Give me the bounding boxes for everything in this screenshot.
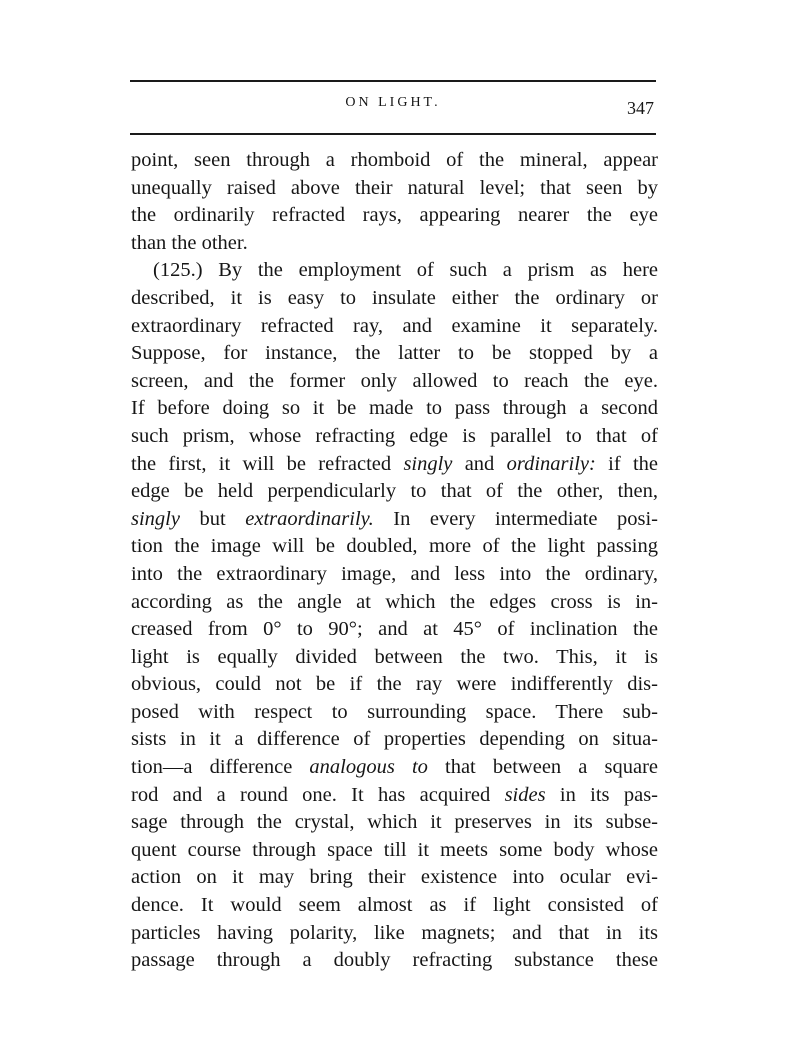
text-run: tion—a difference <box>131 756 310 779</box>
italic-analogous-to: analogous to <box>309 756 428 779</box>
text-line: according as the angle at which the edges cross is in- <box>131 590 658 613</box>
text-line: particles having polarity, like magnets; and that in its <box>131 921 658 944</box>
text-line: extraordinary refracted ray, and examine it separately. <box>131 314 658 337</box>
text-line: sists in it a difference of properties depending on situa- <box>131 728 658 751</box>
text-line: unequally raised above their natural level; that seen by <box>131 176 658 199</box>
text-run: and <box>452 452 507 475</box>
header-rule-bottom <box>130 133 656 135</box>
text-line: Suppose, for instance, the latter to be stopped by a <box>131 342 658 365</box>
text-line: point, seen through a rhomboid of the mineral, appear <box>131 149 658 171</box>
text-line: screen, and the former only allowed to reach the eye. <box>131 369 658 392</box>
text-run: In every intermediate posi- <box>373 507 658 530</box>
text-line: into the extraordinary image, and less into the ordinary, <box>131 562 658 585</box>
text-line: obvious, could not be if the ray were indifferently dis- <box>131 673 658 696</box>
italic-singly: singly <box>403 452 453 475</box>
running-head <box>130 92 656 120</box>
text-line: quent course through space till it meets some body whose <box>131 838 658 861</box>
text-line: such prism, whose refracting edge is parallel to that of <box>131 424 658 447</box>
text-line: posed with respect to surrounding space. There sub- <box>131 700 658 723</box>
text-line: edge be held perpendicularly to that of the other, then, <box>131 480 658 503</box>
italic-sides: sides <box>504 783 546 806</box>
text-line: action on it may bring their existence into ocular evi- <box>131 866 658 889</box>
text-run: rod and a round one. It has acquired <box>131 783 505 806</box>
page-number: 347 <box>627 98 654 118</box>
text-line: dence. It would seem almost as if light consisted of <box>131 894 658 917</box>
text-line <box>131 754 658 782</box>
italic-ordinarily: ordinarily: <box>506 452 596 475</box>
text-line: described, it is easy to insulate either the ordinary or <box>131 286 658 309</box>
body-text <box>131 147 658 975</box>
text-line <box>131 451 658 479</box>
paragraph-125-first-line: (125.) By the employment of such a prism as here <box>153 259 658 282</box>
text-line: creased from 0° to 90°; and at 45° of inclination the <box>131 618 658 641</box>
text-run: that between a square <box>427 756 658 779</box>
italic-singly: singly <box>131 507 180 530</box>
running-head-title: ON LIGHT. <box>345 95 441 110</box>
text-line: light is equally divided between the two. This, it is <box>131 645 658 668</box>
text-line: than the other. <box>131 231 248 254</box>
italic-extraordinarily: extraordinarily. <box>245 507 374 530</box>
text-line <box>131 782 658 810</box>
text-line: the ordinarily refracted rays, appearing nearer the eye <box>131 204 658 227</box>
text-line: sage through the crystal, which it preserves in its subse- <box>131 811 658 834</box>
text-run: if the <box>595 452 658 475</box>
text-line: If before doing so it be made to pass through a second <box>131 397 658 420</box>
header-rule-top <box>130 80 656 82</box>
text-run: but <box>179 507 246 530</box>
text-line: passage through a doubly refracting substance these <box>131 949 658 972</box>
text-run: in its pas- <box>545 783 658 806</box>
text-line: tion the image will be doubled, more of the light passing <box>131 535 658 558</box>
text-run: the first, it will be refracted <box>131 452 404 475</box>
text-line <box>131 506 658 534</box>
